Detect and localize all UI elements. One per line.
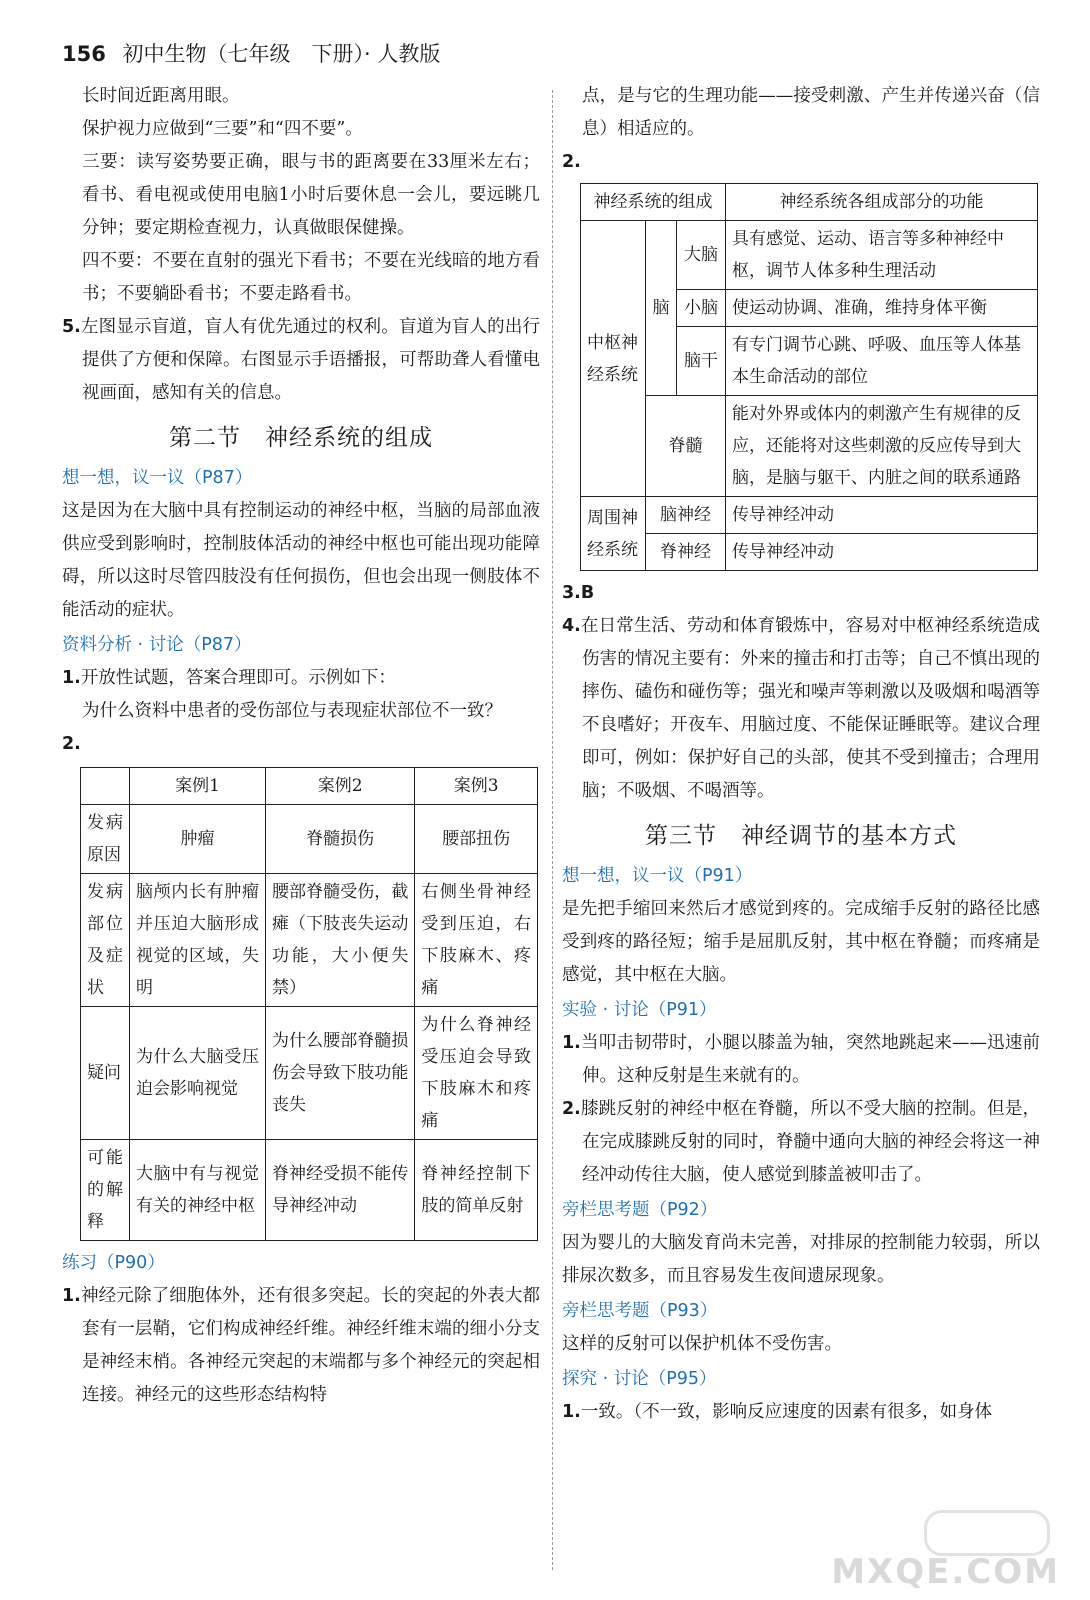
table-row (581, 396, 1038, 497)
page-header (62, 38, 440, 68)
item-text: 一致。（不一致，影响反应速度的因素有很多，如身体 (580, 1402, 993, 1422)
subsection-heading: 想一想，议一议（P91） (562, 866, 753, 886)
table-header-row (581, 184, 1038, 221)
table-cell: 脊神经控制下肢的简单反射 (415, 1140, 538, 1241)
subsection-heading: 资料分析 · 讨论（P87） (62, 635, 252, 655)
row-label: 发病部位及症状 (81, 874, 130, 1007)
answer-item (62, 311, 540, 410)
table-header-cell: 神经系统各组成部分的功能 (726, 184, 1038, 221)
watermark: MXQE.COM (831, 1552, 1060, 1592)
paragraph: 是先把手缩回来然后才感觉到疼的。完成缩手反射的路径比感受到疼的路径短；缩手是屈肌反射，其中枢在脊髓；而疼痛是感觉，其中枢在大脑。 (562, 899, 1040, 985)
row-label: 大脑 (677, 221, 726, 290)
paragraph: 点，是与它的生理功能——接受刺激、产生并传递兴奋（信息）相适应的。 (582, 86, 1040, 139)
table-cell: 能对外界或体内的刺激产生有规律的反应，还能将对这些刺激的反应传导到大脑，是脑与躯干、内脏之间的联系通路 (726, 396, 1038, 497)
answer-item (62, 662, 540, 695)
subsection-heading: 旁栏思考题（P93） (562, 1301, 718, 1321)
item-text: 开放性试题，答案合理即可。示例如下： (80, 668, 396, 688)
table-row (581, 534, 1038, 571)
table-row (81, 874, 538, 1007)
table-cell: 肿瘤 (130, 805, 266, 874)
subsection-heading: 想一想，议一议（P87） (62, 468, 253, 488)
left-column (62, 80, 540, 1412)
table-cell: 使运动协调、准确，维持身体平衡 (726, 290, 1038, 327)
answer-item (562, 1396, 1040, 1429)
paragraph: 为什么资料中患者的受伤部位与表现症状部位不一致？ (82, 701, 502, 721)
paragraph: 三要：读写姿势要正确，眼与书的距离要在33厘米左右；看书、看电视或使用电脑1小时后要休息一会儿，要远眺几分钟；要定期检查视力，认真做眼保健操。 (82, 152, 540, 238)
table-cell: 为什么脊神经受压迫会导致下肢麻木和疼痛 (415, 1007, 538, 1140)
section-heading: 第二节 神经系统的组成 (169, 425, 433, 451)
table-cell (81, 768, 130, 805)
row-label: 脊神经 (646, 534, 726, 571)
answer-item (562, 610, 1040, 808)
paragraph: 因为婴儿的大脑发育尚未完善，对排尿的控制能力较弱，所以排尿次数多，而且容易发生夜间遗尿现象。 (562, 1233, 1040, 1286)
table-cell: 传导神经冲动 (726, 497, 1038, 534)
item-number: 2. (562, 152, 581, 172)
table-row (581, 221, 1038, 290)
table-cell: 具有感觉、运动、语言等多种神经中枢，调节人体多种生理活动 (726, 221, 1038, 290)
row-label: 脑神经 (646, 497, 726, 534)
table-header-cell: 案例3 (415, 768, 538, 805)
case-table (80, 767, 538, 1241)
watermark-badge (924, 1510, 1050, 1556)
answer-item (62, 1280, 540, 1412)
subsection-heading: 练习（P90） (62, 1253, 165, 1273)
table-cell: 为什么大脑受压迫会影响视觉 (130, 1007, 266, 1140)
subsection-heading: 探究 · 讨论（P95） (562, 1369, 717, 1389)
table-cell: 腰部扭伤 (415, 805, 538, 874)
item-number: 4. (562, 616, 581, 636)
table-cell: 脊髓损伤 (266, 805, 415, 874)
table-cell: 右侧坐骨神经受到压迫，右下肢麻木、疼痛 (415, 874, 538, 1007)
item-number: 1. (562, 1033, 581, 1053)
row-label: 中枢神经系统 (581, 221, 646, 497)
subsection-heading: 旁栏思考题（P92） (562, 1200, 718, 1220)
row-label: 疑问 (81, 1007, 130, 1140)
row-label: 脊髓 (646, 396, 726, 497)
item-text: 当叩击韧带时，小腿以膝盖为轴，突然地跳起来——迅速前伸。这种反射是生来就有的。 (580, 1033, 1040, 1086)
paragraph: 四不要：不要在直射的强光下看书；不要在光线暗的地方看书；不要躺卧看书；不要走路看书。 (82, 251, 540, 304)
answer-item (562, 1093, 1040, 1192)
item-number: 1. (562, 1402, 581, 1422)
item-number: 5. (62, 317, 81, 337)
paragraph: 长时间近距离用眼。 (82, 86, 240, 106)
table-row (81, 1140, 538, 1241)
table-cell: 腰部脊髓受伤，截瘫（下肢丧失运动功能，大小便失禁） (266, 874, 415, 1007)
table-header-cell: 案例1 (130, 768, 266, 805)
item-text: 膝跳反射的神经中枢在脊髓，所以不受大脑的控制。但是，在完成膝跳反射的同时，脊髓中通向大脑的神经会将这一神经冲动传往大脑，使人感觉到膝盖被叩击了。 (580, 1099, 1040, 1185)
row-label: 可能的解释 (81, 1140, 130, 1241)
column-divider (552, 90, 553, 1570)
row-label: 小脑 (677, 290, 726, 327)
book-title: 初中生物（七年级 下册）· 人教版 (122, 42, 441, 66)
row-label: 发病原因 (81, 805, 130, 874)
table-row (81, 1007, 538, 1140)
right-column (562, 80, 1040, 1429)
row-label: 脑干 (677, 327, 726, 396)
table-row (581, 497, 1038, 534)
row-label: 周围神经系统 (581, 497, 646, 571)
item-text: 左图显示盲道，盲人有优先通过的权利。盲道为盲人的出行提供了方便和保障。右图显示手语播报，可帮助聋人看懂电视画面，感知有关的信息。 (80, 317, 540, 403)
table-cell: 有专门调节心跳、呼吸、血压等人体基本生命活动的部位 (726, 327, 1038, 396)
section-heading: 第三节 神经调节的基本方式 (645, 823, 957, 849)
table-cell: 为什么腰部脊髓损伤会导致下肢功能丧失 (266, 1007, 415, 1140)
table-cell: 脊神经受损不能传导神经冲动 (266, 1140, 415, 1241)
paragraph: 这样的反射可以保护机体不受伤害。 (562, 1334, 842, 1354)
nervous-system-table (580, 183, 1038, 571)
page-number: 156 (62, 42, 106, 66)
table-cell: 大脑中有与视觉有关的神经中枢 (130, 1140, 266, 1241)
paragraph: 保护视力应做到“三要”和“四不要”。 (82, 119, 363, 139)
table-row (81, 805, 538, 874)
table-header-cell: 案例2 (266, 768, 415, 805)
item-number: 1. (62, 668, 81, 688)
table-header-row (81, 768, 538, 805)
item-number: 1. (62, 1286, 81, 1306)
row-label: 脑 (646, 221, 677, 396)
paragraph: 这是因为在大脑中具有控制运动的神经中枢，当脑的局部血液供应受到影响时，控制肢体活动的神经中枢也可能出现功能障碍，所以这时尽管四肢没有任何损伤，但也会出现一侧肢体不能活动的症状。 (62, 501, 540, 620)
item-text: 在日常生活、劳动和体育锻炼中，容易对中枢神经系统造成伤害的情况主要有：外来的撞击和打击等；自己不慎出现的摔伤、磕伤和碰伤等；强光和噪声等刺激以及吸烟和喝酒等不良嗜好；开夜车、用脑过度、不能保证睡眠等。建议合理即可，例如：保护好自己的头部，使其不受到撞击；合理用脑；不吸烟、不喝酒等。 (580, 616, 1040, 801)
item-number: 2. (562, 1099, 581, 1119)
item-text: 神经元除了细胞体外，还有很多突起。长的突起的外表大都套有一层鞘，它们构成神经纤维。神经纤维末端的细小分支是神经末梢。各神经元突起的末端都与多个神经元的突起相连接。神经元的这些形态结构特 (80, 1286, 540, 1405)
subsection-heading: 实验 · 讨论（P91） (562, 1000, 717, 1020)
table-header-cell: 神经系统的组成 (581, 184, 726, 221)
answer-item (562, 1027, 1040, 1093)
table-cell: 脑颅内长有肿瘤并压迫大脑形成视觉的区域，失明 (130, 874, 266, 1007)
table-cell: 传导神经冲动 (726, 534, 1038, 571)
item-number: 2. (62, 734, 81, 754)
answer-item: 3.B (562, 583, 595, 603)
